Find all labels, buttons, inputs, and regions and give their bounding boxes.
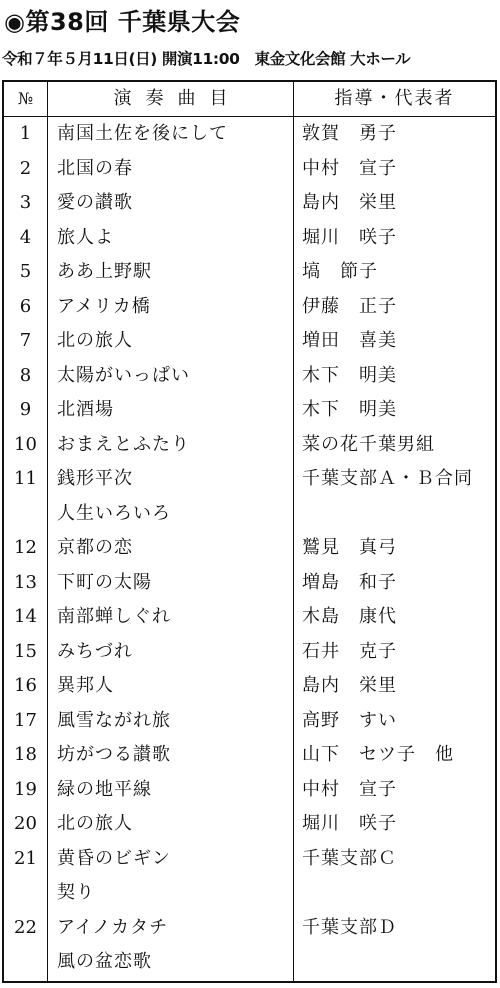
table-row [4, 600, 495, 635]
header-song: 演奏曲目 [113, 88, 242, 109]
song-title: 風雪ながれ旅 [57, 709, 171, 731]
row-number: 2 [19, 157, 32, 179]
performer-name: 増田 喜美 [302, 330, 397, 351]
page-title: ◉第38回 千葉県大会 [4, 8, 241, 36]
table-header [4, 82, 495, 117]
header-no: № [17, 89, 34, 108]
row-number: 9 [19, 399, 32, 420]
performer-name: 堀川 咲子 [302, 813, 397, 834]
table-row [4, 704, 495, 739]
table-row [4, 738, 495, 773]
row-number: 12 [14, 537, 37, 558]
song-title: 契り [57, 882, 95, 903]
song-title: 愛の讃歌 [57, 192, 133, 213]
song-list [57, 635, 291, 670]
row-number: 6 [19, 295, 32, 317]
table-row [4, 635, 495, 670]
row-number: 16 [14, 675, 37, 696]
song-title: 太陽がいっぱい [57, 364, 190, 386]
table-row [4, 911, 495, 980]
song-title: アイノカタチ [57, 916, 169, 938]
performer-name: 増島 和子 [302, 571, 397, 593]
table-row [4, 359, 495, 394]
performer-name: 石井 克子 [302, 640, 397, 662]
performer-name: 菜の花千葉男組 [302, 433, 435, 455]
row-number: 8 [19, 364, 32, 386]
song-list [57, 738, 291, 773]
row-number: 22 [14, 916, 37, 938]
song-title: 南部蝉しぐれ [57, 606, 171, 627]
song-list [57, 462, 291, 531]
performer-name: 千葉支部Ｄ [302, 916, 397, 938]
performer-name: 木下 明美 [302, 399, 397, 420]
table-row [4, 669, 495, 704]
song-title: 旅人よ [57, 226, 114, 248]
table-row [4, 842, 495, 911]
song-list [57, 566, 291, 601]
song-list [57, 324, 291, 359]
song-list [57, 428, 291, 463]
table-row [4, 186, 495, 221]
performer-name: 島内 栄里 [302, 192, 397, 213]
song-title: アメリカ橋 [57, 295, 151, 317]
performer-name: 鷲見 真弓 [302, 537, 397, 558]
performer-name: 堀川 咲子 [302, 226, 397, 248]
song-title: 緑の地平線 [57, 778, 152, 800]
row-number: 1 [19, 123, 32, 144]
performer-name: 伊藤 正子 [302, 295, 397, 317]
performer-name: 敦賀 勇子 [302, 123, 397, 144]
song-list [57, 842, 291, 911]
table-row [4, 324, 495, 359]
performer-name: 千葉支部Ａ・Ｂ合同 [302, 468, 473, 489]
row-number: 4 [19, 226, 32, 248]
table-row [4, 462, 495, 531]
song-title: 北の旅人 [57, 330, 133, 351]
song-list [57, 773, 291, 808]
song-list [57, 669, 291, 704]
event-info: 令和７年５月11日(日) 開演11:00 東金文化会館 大ホール [2, 50, 411, 68]
performer-name: 塙 節子 [302, 261, 378, 282]
song-list [57, 255, 291, 290]
song-title: 銭形平次 [57, 468, 133, 489]
row-number: 15 [14, 640, 37, 662]
row-number: 21 [14, 847, 37, 869]
song-list [57, 807, 291, 842]
song-title: 京都の恋 [57, 537, 133, 558]
performer-name: 高野 すい [302, 709, 397, 731]
performer-name: 島内 栄里 [302, 675, 397, 696]
performer-name: 木下 明美 [302, 364, 397, 386]
row-number: 3 [19, 192, 32, 213]
row-number: 5 [19, 261, 32, 282]
song-title: 北酒場 [57, 399, 114, 420]
table-row [4, 152, 495, 187]
performer-name: 中村 宣子 [302, 157, 397, 179]
row-number: 10 [14, 433, 37, 455]
song-title: 南国土佐を後にして [57, 123, 228, 144]
song-list [57, 393, 291, 428]
table-row [4, 773, 495, 808]
table-row [4, 290, 495, 325]
performer-name: 木島 康代 [302, 606, 397, 627]
row-number: 7 [19, 330, 32, 351]
song-title: 下町の太陽 [57, 571, 152, 593]
song-list [57, 290, 291, 325]
performer-name: 山下 セツ子 他 [302, 744, 454, 765]
row-number: 17 [14, 709, 37, 731]
row-number: 20 [14, 813, 37, 834]
row-number: 18 [14, 744, 37, 765]
table-row [4, 221, 495, 256]
table-row [4, 428, 495, 463]
song-title: 異邦人 [57, 675, 114, 696]
song-title: 北の旅人 [57, 813, 133, 834]
song-title: 黄昏のビギン [57, 847, 171, 869]
song-list [57, 600, 291, 635]
row-number: 11 [14, 468, 37, 489]
row-number: 19 [14, 778, 37, 800]
song-title: 北国の春 [57, 157, 133, 179]
table-row [4, 393, 495, 428]
table-row [4, 117, 495, 152]
table-row [4, 255, 495, 290]
song-list [57, 531, 291, 566]
table-row [4, 566, 495, 601]
song-list [57, 359, 291, 394]
performer-name: 中村 宣子 [302, 778, 397, 800]
row-number: 13 [14, 571, 37, 593]
header-performer: 指導・代表者 [334, 88, 455, 109]
table-body [4, 117, 495, 980]
song-list [57, 186, 291, 221]
song-list [57, 704, 291, 739]
program-table [2, 80, 497, 983]
song-list [57, 221, 291, 256]
song-list [57, 911, 291, 980]
performer-name: 千葉支部Ｃ [302, 847, 397, 869]
song-title: ああ上野駅 [57, 261, 152, 282]
song-title: おまえとふたり [57, 433, 190, 455]
song-title: 坊がつる讃歌 [57, 744, 171, 765]
song-list [57, 117, 291, 152]
song-list [57, 152, 291, 187]
song-title: 風の盆恋歌 [57, 951, 152, 972]
table-row [4, 807, 495, 842]
song-title: みちづれ [57, 640, 133, 662]
table-row [4, 531, 495, 566]
row-number: 14 [14, 606, 37, 627]
song-title: 人生いろいろ [57, 502, 171, 524]
